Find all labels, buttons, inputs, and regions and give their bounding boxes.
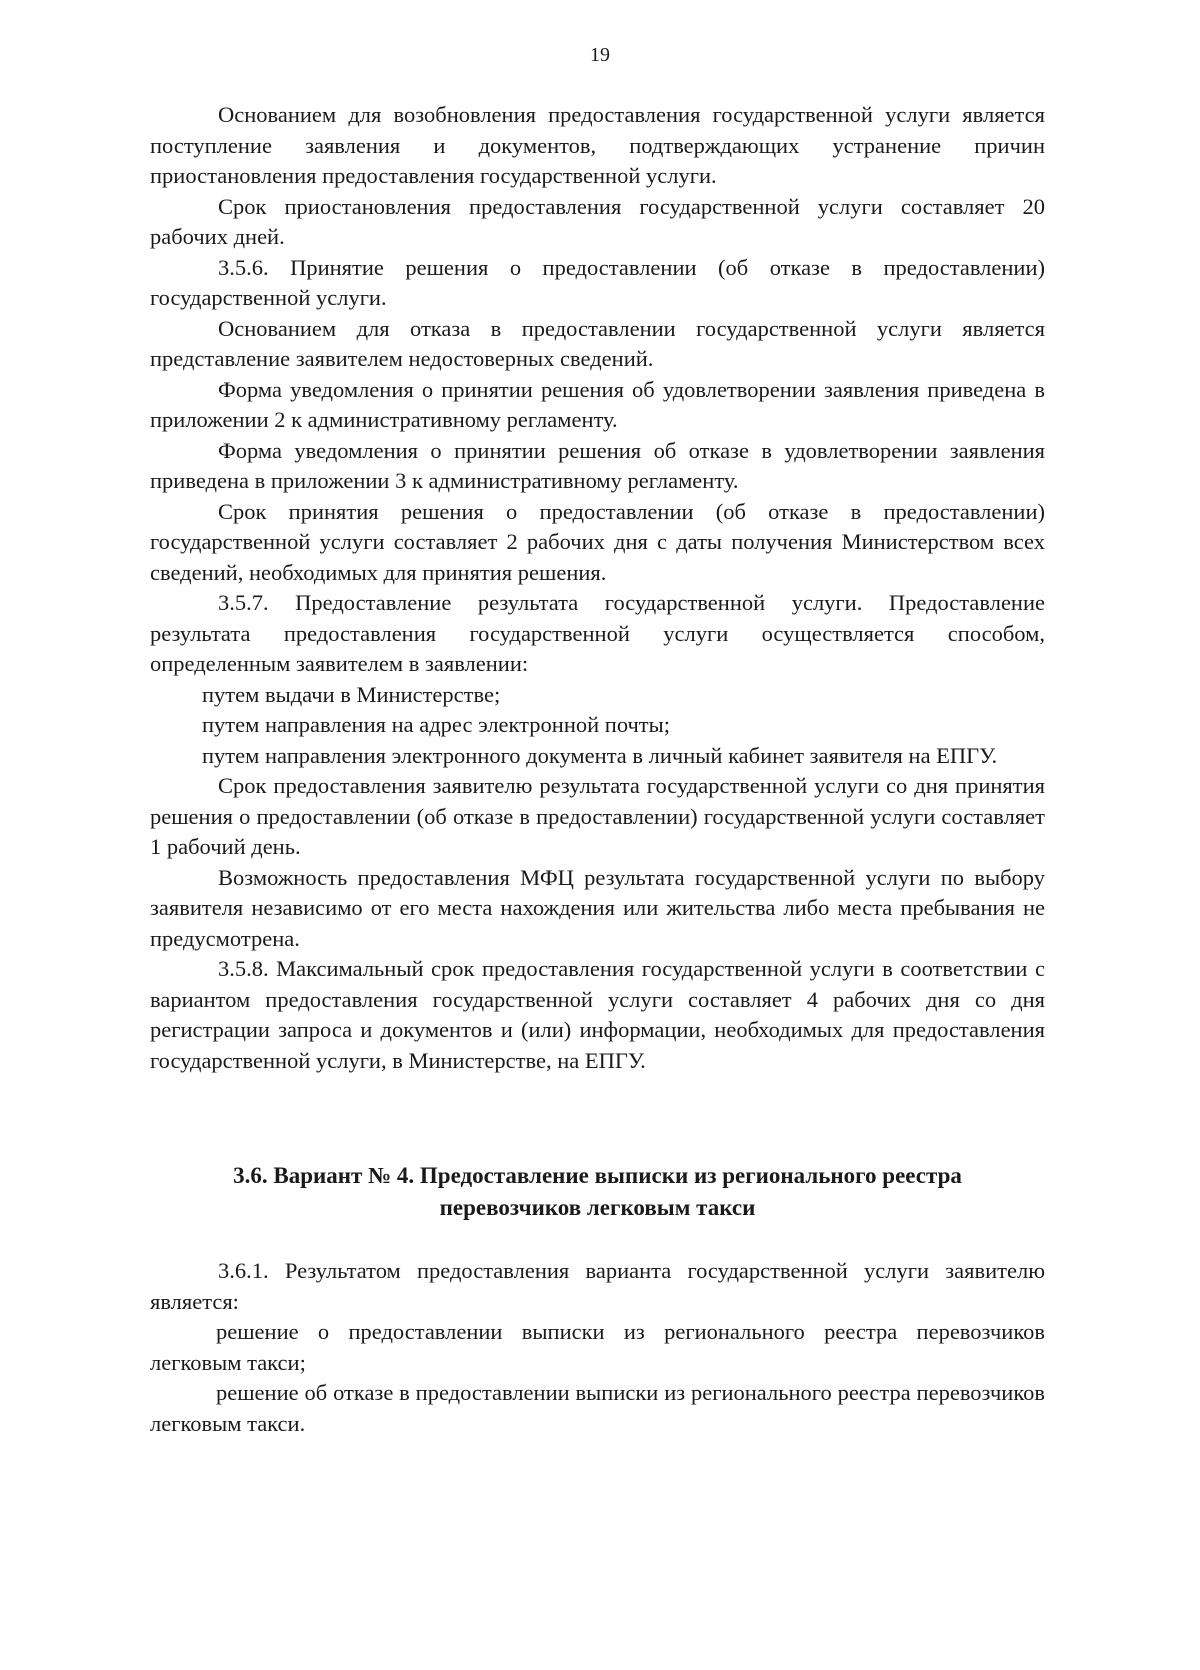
- paragraph-3-5-7: 3.5.7. Предоставление результата государственной услуги. Предоставление результата предоставления государственной услуги осуществляется способом, определенным заявителем в заявлении:: [150, 590, 1045, 676]
- delivery-item: путем направления на адрес электронной почты;: [202, 712, 671, 737]
- section-heading-line: перевозчиков легковым такси: [439, 1195, 756, 1220]
- paragraph-resumption-basis: Основанием для возобновления предоставления государственной услуги является поступление заявления и документов, подтверждающих устранение причин приостановления предоставления государственной услуги.: [150, 102, 1045, 188]
- result-item: решение об отказе в предоставлении выписки из регионального реестра перевозчиков легковым такси.: [150, 1380, 1045, 1436]
- paragraph-approval-form: Форма уведомления о принятии решения об удовлетворении заявления приведена в приложении 2 к административному регламенту.: [150, 376, 1045, 432]
- paragraph-refusal-basis: Основанием для отказа в предоставлении государственной услуги является представление заявителем недостоверных сведений.: [150, 315, 1045, 371]
- paragraph-mfc-option: Возможность предоставления МФЦ результата государственной услуги по выбору заявителя независимо от его места нахождения или жительства либо места пребывания не предусмотрена.: [150, 864, 1045, 951]
- paragraph-suspension-term: Срок приостановления предоставления государственной услуги составляет 20 рабочих дней.: [150, 193, 1045, 249]
- section-heading: [150, 1160, 1045, 1224]
- paragraph-decision-term: Срок принятия решения о предоставлении (об отказе в предоставлении) государственной услуги составляет 2 рабочих дня с даты получения Министерством всех сведений, необходимых для принятия решения.: [150, 498, 1045, 585]
- section-heading-line: 3.6. Вариант № 4. Предоставление выписки из регионального реестра: [233, 1163, 962, 1188]
- paragraph-delivery-term: Срок предоставления заявителю результата государственной услуги со дня принятия решения о предоставлении (об отказе в предоставлении) государственной услуги составляет 1 рабочий день.: [150, 773, 1045, 859]
- delivery-item: путем выдачи в Министерстве;: [202, 681, 501, 707]
- section-3-6-body: [150, 1256, 1045, 1439]
- result-item: решение о предоставлении выписки из регионального реестра перевозчиков легковым такси;: [150, 1319, 1045, 1375]
- document-body: [150, 100, 1045, 1076]
- paragraph-refusal-form: Форма уведомления о принятии решения об отказе в удовлетворении заявления приведена в приложении 3 к административному регламенту.: [150, 437, 1045, 493]
- paragraph-3-5-8: 3.5.8. Максимальный срок предоставления государственной услуги в соответствии с вариантом предоставления государственной услуги составляет 4 рабочих дня со дня регистрации запроса и документов и (или) информации, необходимых для предоставления государственной услуги, в Министерстве, на ЕПГУ.: [150, 956, 1045, 1073]
- paragraph-3-6-1: 3.6.1. Результатом предоставления варианта государственной услуги заявителю является:: [150, 1258, 1045, 1314]
- delivery-item: путем направления электронного документа в личный кабинет заявителя на ЕПГУ.: [202, 742, 998, 768]
- paragraph-3-5-6: 3.5.6. Принятие решения о предоставлении (об отказе в предоставлении) государственной услуги.: [150, 254, 1045, 310]
- page-number: 19: [590, 44, 610, 66]
